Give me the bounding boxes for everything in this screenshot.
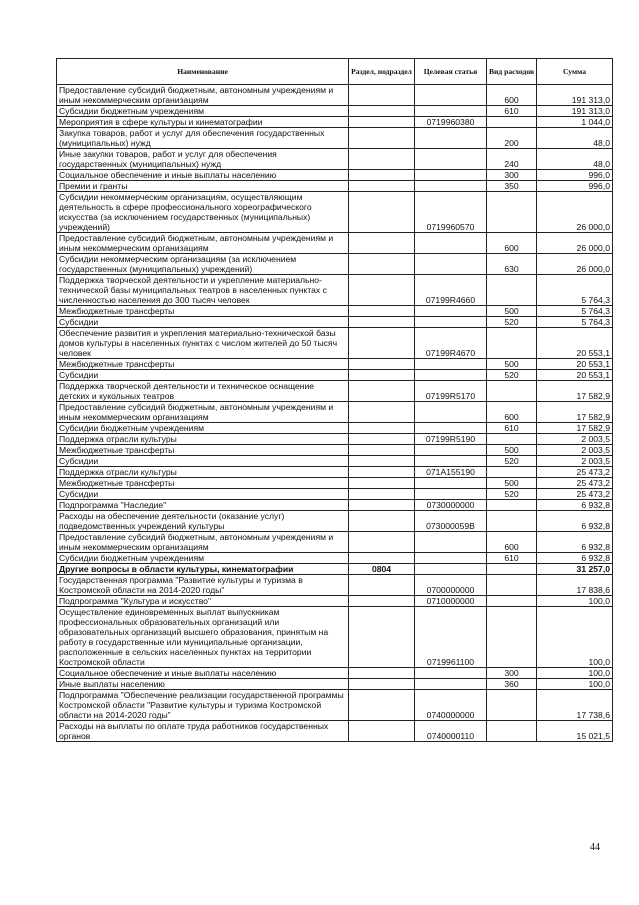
cell-kind	[487, 500, 537, 511]
cell-kind: 600	[487, 85, 537, 106]
cell-kind	[487, 596, 537, 607]
cell-kind	[487, 607, 537, 668]
cell-name: Мероприятия в сфере культуры и кинематографии	[57, 117, 349, 128]
cell-kind: 610	[487, 423, 537, 434]
cell-kind	[487, 275, 537, 306]
cell-section	[349, 85, 415, 106]
cell-kind	[487, 434, 537, 445]
cell-section	[349, 511, 415, 532]
cell-sum: 25 473,2	[537, 478, 613, 489]
cell-section	[349, 233, 415, 254]
cell-kind: 240	[487, 149, 537, 170]
cell-kind: 200	[487, 128, 537, 149]
cell-kind	[487, 467, 537, 478]
cell-kind: 520	[487, 489, 537, 500]
table-row	[57, 149, 613, 170]
table-row	[57, 596, 613, 607]
cell-kind	[487, 564, 537, 575]
cell-name: Предоставление субсидий бюджетным, автономным учреждениям и иным некоммерческим организациям	[57, 402, 349, 423]
cell-sum: 26 000,0	[537, 192, 613, 233]
cell-name: Поддержка творческой деятельности и укрепление материально-технической базы муниципальных театров в населенных пунктах с численностью населения до 300 тысяч человек	[57, 275, 349, 306]
cell-name: Другие вопросы в области культуры, кинематографии	[57, 564, 349, 575]
table-row	[57, 564, 613, 575]
table-row	[57, 553, 613, 564]
cell-target	[415, 478, 487, 489]
cell-sum: 100,0	[537, 596, 613, 607]
table-row	[57, 721, 613, 742]
table-row	[57, 456, 613, 467]
table-row	[57, 423, 613, 434]
cell-sum: 100,0	[537, 607, 613, 668]
cell-section	[349, 149, 415, 170]
cell-sum: 2 003,5	[537, 434, 613, 445]
cell-kind: 600	[487, 402, 537, 423]
cell-name: Субсидии некоммерческим организациям, осуществляющим деятельность в сфере профессионального хореографического искусства (за исключением государственных (муниципальных) учреждений)	[57, 192, 349, 233]
cell-kind	[487, 328, 537, 359]
table-row	[57, 434, 613, 445]
cell-sum: 6 932,8	[537, 511, 613, 532]
table-row	[57, 381, 613, 402]
table-row	[57, 317, 613, 328]
cell-kind: 500	[487, 359, 537, 370]
table-row	[57, 575, 613, 596]
header-kind: Вид расходов	[487, 59, 537, 85]
cell-name: Расходы на обеспечение деятельности (оказание услуг) подведомственных учреждений культуры	[57, 511, 349, 532]
cell-kind	[487, 381, 537, 402]
table-row	[57, 85, 613, 106]
cell-target: 07199R4660	[415, 275, 487, 306]
cell-target	[415, 359, 487, 370]
table-row	[57, 106, 613, 117]
cell-target	[415, 456, 487, 467]
cell-target	[415, 679, 487, 690]
cell-section	[349, 317, 415, 328]
table-row	[57, 370, 613, 381]
cell-kind	[487, 511, 537, 532]
cell-name: Социальное обеспечение и иные выплаты населению	[57, 170, 349, 181]
cell-kind: 520	[487, 317, 537, 328]
table-row	[57, 679, 613, 690]
cell-sum: 6 932,8	[537, 500, 613, 511]
cell-section	[349, 359, 415, 370]
cell-target	[415, 106, 487, 117]
cell-section	[349, 370, 415, 381]
cell-name: Субсидии	[57, 370, 349, 381]
cell-name: Предоставление субсидий бюджетным, автономным учреждениям и иным некоммерческим организациям	[57, 233, 349, 254]
cell-sum: 1 044,0	[537, 117, 613, 128]
cell-sum: 15 021,5	[537, 721, 613, 742]
cell-sum: 17 838,6	[537, 575, 613, 596]
cell-kind	[487, 117, 537, 128]
cell-target: 0740000110	[415, 721, 487, 742]
cell-sum: 20 553,1	[537, 359, 613, 370]
cell-sum: 20 553,1	[537, 370, 613, 381]
cell-kind: 610	[487, 553, 537, 564]
cell-kind: 360	[487, 679, 537, 690]
cell-section	[349, 106, 415, 117]
table-row	[57, 181, 613, 192]
cell-section	[349, 456, 415, 467]
cell-kind: 610	[487, 106, 537, 117]
cell-sum: 48,0	[537, 128, 613, 149]
cell-name: Субсидии	[57, 489, 349, 500]
cell-sum: 100,0	[537, 679, 613, 690]
page-number: 44	[590, 842, 600, 853]
cell-section	[349, 254, 415, 275]
cell-kind: 500	[487, 306, 537, 317]
cell-section	[349, 117, 415, 128]
cell-sum: 17 738,6	[537, 690, 613, 721]
cell-section	[349, 434, 415, 445]
cell-section	[349, 181, 415, 192]
cell-target: 07199R4670	[415, 328, 487, 359]
cell-name: Подпрограмма "Культура и искусство"	[57, 596, 349, 607]
cell-sum: 25 473,2	[537, 467, 613, 478]
table-row	[57, 478, 613, 489]
cell-sum: 25 473,2	[537, 489, 613, 500]
table-row	[57, 359, 613, 370]
cell-name: Премии и гранты	[57, 181, 349, 192]
table-row	[57, 306, 613, 317]
cell-sum: 2 003,5	[537, 445, 613, 456]
cell-name: Субсидии бюджетным учреждениям	[57, 553, 349, 564]
cell-target: 0719960570	[415, 192, 487, 233]
cell-section	[349, 192, 415, 233]
table-row	[57, 607, 613, 668]
cell-name: Межбюджетные трансферты	[57, 478, 349, 489]
cell-target	[415, 402, 487, 423]
cell-target: 07199R5170	[415, 381, 487, 402]
cell-sum: 17 582,9	[537, 423, 613, 434]
cell-section	[349, 489, 415, 500]
cell-sum: 100,0	[537, 668, 613, 679]
cell-target: 0740000000	[415, 690, 487, 721]
cell-target: 0719961100	[415, 607, 487, 668]
cell-sum: 2 003,5	[537, 456, 613, 467]
cell-target	[415, 423, 487, 434]
cell-target	[415, 553, 487, 564]
cell-target	[415, 445, 487, 456]
cell-target	[415, 489, 487, 500]
table-row	[57, 128, 613, 149]
cell-name: Государственная программа "Развитие культуры и туризма в Костромской области на 2014-2020 годы"	[57, 575, 349, 596]
cell-target	[415, 370, 487, 381]
cell-name: Субсидии	[57, 317, 349, 328]
table-row	[57, 170, 613, 181]
cell-name: Поддержка отрасли культуры	[57, 434, 349, 445]
cell-sum: 6 932,8	[537, 532, 613, 553]
cell-target	[415, 85, 487, 106]
cell-target: 0730000000	[415, 500, 487, 511]
header-section: Раздел, подраздел	[349, 59, 415, 85]
cell-name: Расходы на выплаты по оплате труда работников государственных органов	[57, 721, 349, 742]
cell-name: Межбюджетные трансферты	[57, 306, 349, 317]
table-body	[57, 85, 613, 742]
cell-target	[415, 149, 487, 170]
cell-kind	[487, 575, 537, 596]
cell-section	[349, 306, 415, 317]
cell-target	[415, 233, 487, 254]
cell-sum: 191 313,0	[537, 85, 613, 106]
cell-target	[415, 128, 487, 149]
cell-section	[349, 381, 415, 402]
cell-name: Субсидии бюджетным учреждениям	[57, 423, 349, 434]
table-header-row	[57, 59, 613, 85]
cell-kind: 350	[487, 181, 537, 192]
cell-sum: 996,0	[537, 181, 613, 192]
cell-kind: 520	[487, 370, 537, 381]
table-row	[57, 532, 613, 553]
cell-target: 073000059В	[415, 511, 487, 532]
cell-section	[349, 402, 415, 423]
cell-sum: 48,0	[537, 149, 613, 170]
cell-section	[349, 553, 415, 564]
cell-target	[415, 254, 487, 275]
table-row	[57, 402, 613, 423]
cell-name: Субсидии бюджетным учреждениям	[57, 106, 349, 117]
cell-section	[349, 607, 415, 668]
cell-sum: 6 932,8	[537, 553, 613, 564]
cell-sum: 17 582,9	[537, 402, 613, 423]
cell-name: Межбюджетные трансферты	[57, 445, 349, 456]
cell-kind: 300	[487, 668, 537, 679]
cell-section	[349, 478, 415, 489]
cell-sum: 5 764,3	[537, 317, 613, 328]
cell-name: Предоставление субсидий бюджетным, автономным учреждениям и иным некоммерческим организациям	[57, 532, 349, 553]
cell-name: Подпрограмма "Обеспечение реализации государственной программы Костромской области "Развитие культуры и туризма Костромской области на 2014-2020 годы"	[57, 690, 349, 721]
cell-target: 07199R5190	[415, 434, 487, 445]
cell-name: Иные выплаты населению	[57, 679, 349, 690]
table-row	[57, 511, 613, 532]
cell-kind: 520	[487, 456, 537, 467]
table-row	[57, 275, 613, 306]
cell-name: Межбюджетные трансферты	[57, 359, 349, 370]
cell-target	[415, 317, 487, 328]
cell-kind: 500	[487, 478, 537, 489]
cell-name: Субсидии	[57, 456, 349, 467]
cell-target: 0710000000	[415, 596, 487, 607]
cell-kind	[487, 721, 537, 742]
cell-kind: 300	[487, 170, 537, 181]
cell-section	[349, 445, 415, 456]
table-row	[57, 254, 613, 275]
cell-target	[415, 668, 487, 679]
cell-kind	[487, 192, 537, 233]
table-row	[57, 500, 613, 511]
table-row	[57, 328, 613, 359]
header-sum: Сумма	[537, 59, 613, 85]
table-row	[57, 467, 613, 478]
table-row	[57, 668, 613, 679]
cell-section	[349, 690, 415, 721]
cell-target: 0700000000	[415, 575, 487, 596]
cell-target: 071A155190	[415, 467, 487, 478]
table-row	[57, 690, 613, 721]
cell-target	[415, 170, 487, 181]
cell-section	[349, 500, 415, 511]
cell-section	[349, 328, 415, 359]
cell-section	[349, 423, 415, 434]
cell-name: Иные закупки товаров, работ и услуг для обеспечения государственных (муниципальных) нужд	[57, 149, 349, 170]
cell-target	[415, 181, 487, 192]
cell-section: 0804	[349, 564, 415, 575]
cell-sum: 31 257,0	[537, 564, 613, 575]
cell-name: Обеспечение развития и укрепления материально-технической базы домов культуры в населенных пунктах с числом жителей до 50 тысяч человек	[57, 328, 349, 359]
table-row	[57, 445, 613, 456]
cell-kind: 600	[487, 233, 537, 254]
table-row	[57, 117, 613, 128]
cell-kind: 630	[487, 254, 537, 275]
cell-sum: 20 553,1	[537, 328, 613, 359]
cell-target	[415, 306, 487, 317]
table-row	[57, 233, 613, 254]
cell-sum: 17 582,9	[537, 381, 613, 402]
cell-target	[415, 564, 487, 575]
budget-table	[56, 58, 613, 742]
cell-section	[349, 668, 415, 679]
cell-section	[349, 532, 415, 553]
cell-section	[349, 275, 415, 306]
table-row	[57, 489, 613, 500]
header-name: Наименование	[57, 59, 349, 85]
cell-name: Подпрограмма "Наследие"	[57, 500, 349, 511]
cell-section	[349, 170, 415, 181]
cell-kind: 500	[487, 445, 537, 456]
cell-section	[349, 596, 415, 607]
cell-sum: 26 000,0	[537, 233, 613, 254]
cell-name: Осуществление единовременных выплат выпускникам профессиональных образовательных организаций или образовательных организаций высшего образования, принятым на работу в государственные или муниципальные организации, расположенные в сельских населенных пунктах на территории Костромской области	[57, 607, 349, 668]
cell-name: Предоставление субсидий бюджетным, автономным учреждениям и иным некоммерческим организациям	[57, 85, 349, 106]
cell-name: Поддержка творческой деятельности и техническое оснащение детских и кукольных театров	[57, 381, 349, 402]
cell-section	[349, 467, 415, 478]
cell-sum: 191 313,0	[537, 106, 613, 117]
cell-sum: 5 764,3	[537, 275, 613, 306]
cell-name: Субсидии некоммерческим организациям (за исключением государственных (муниципальных) учреждений)	[57, 254, 349, 275]
cell-sum: 5 764,3	[537, 306, 613, 317]
cell-kind	[487, 690, 537, 721]
cell-section	[349, 679, 415, 690]
table-row	[57, 192, 613, 233]
header-target: Целевая статья	[415, 59, 487, 85]
cell-kind: 600	[487, 532, 537, 553]
cell-sum: 26 000,0	[537, 254, 613, 275]
cell-target: 0719960380	[415, 117, 487, 128]
cell-section	[349, 128, 415, 149]
cell-sum: 996,0	[537, 170, 613, 181]
cell-name: Закупка товаров, работ и услуг для обеспечения государственных (муниципальных) нужд	[57, 128, 349, 149]
cell-section	[349, 721, 415, 742]
cell-section	[349, 575, 415, 596]
cell-name: Поддержка отрасли культуры	[57, 467, 349, 478]
cell-name: Социальное обеспечение и иные выплаты населению	[57, 668, 349, 679]
cell-target	[415, 532, 487, 553]
